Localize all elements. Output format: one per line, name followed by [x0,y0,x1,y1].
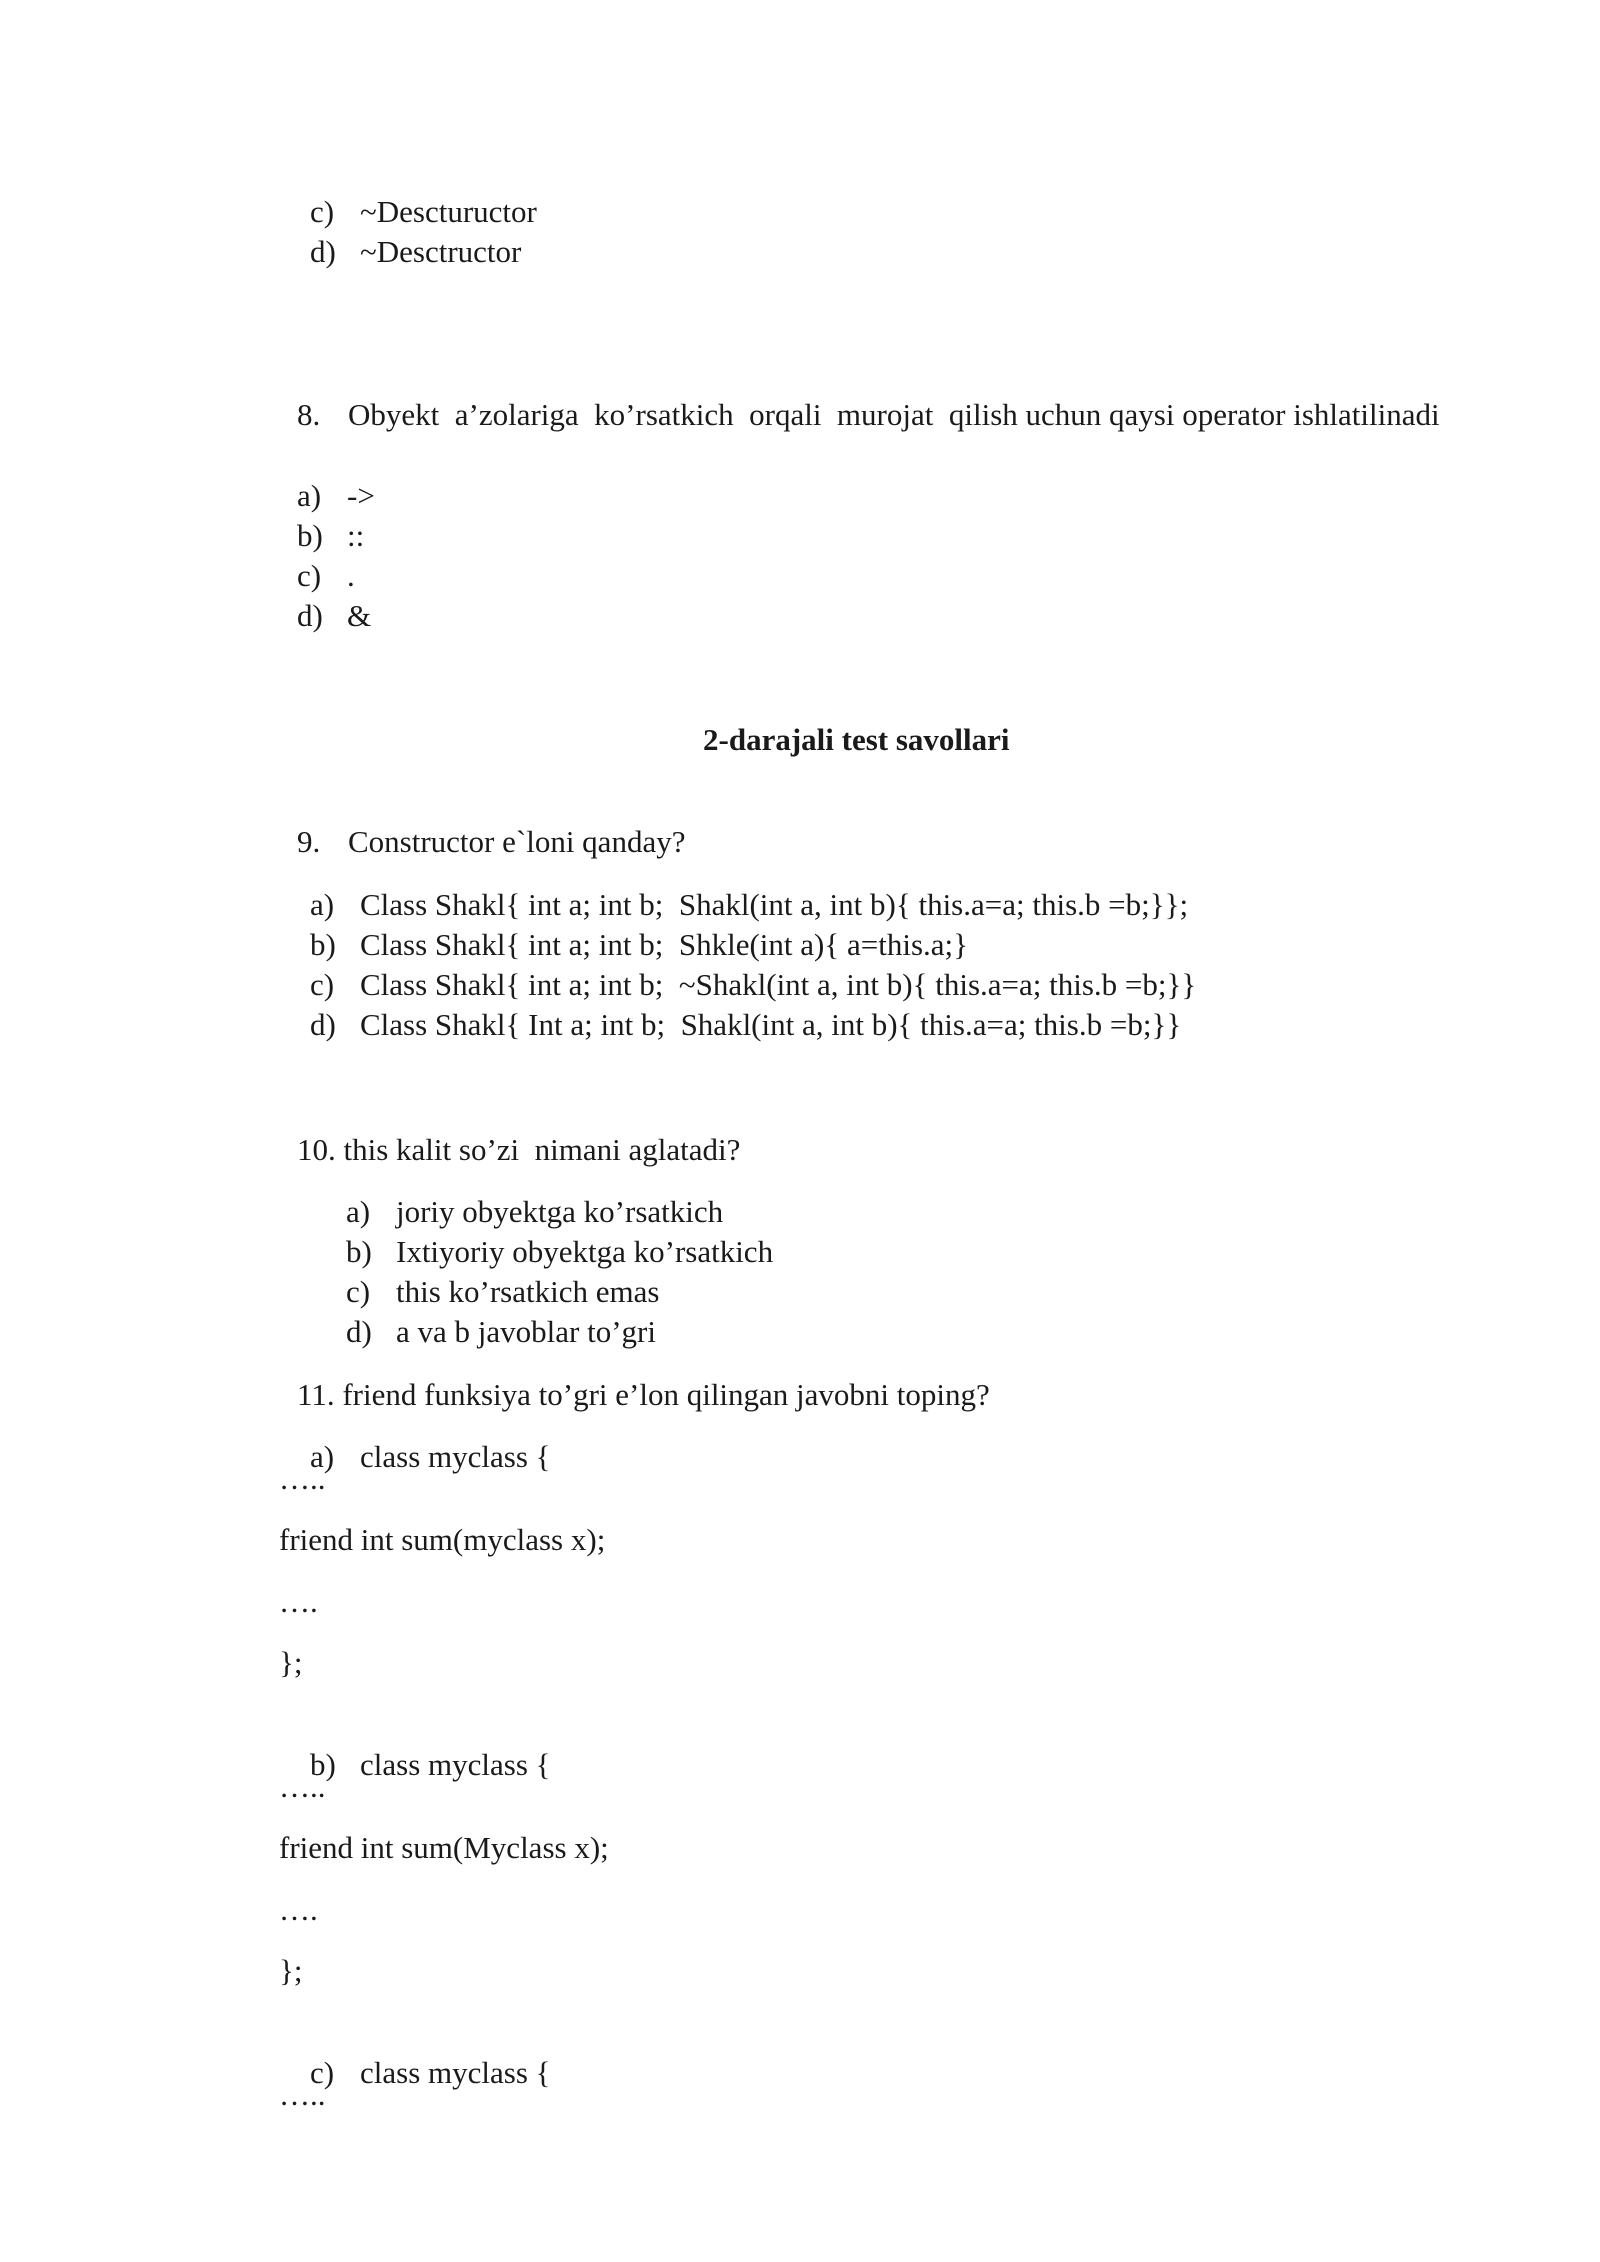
q11-option-a-line-1 [279,1397,551,1517]
option-text: a va b javoblar to’gri [396,1314,656,1349]
code-line: class myclass { [360,1747,551,1782]
code-line: class myclass { [360,1439,551,1474]
question-text: this kalit so’zi nimani aglatadi? [343,1132,741,1167]
option-label: b) [310,927,336,962]
option-label: c) [346,1274,371,1309]
option-text: . [347,558,355,593]
option-label: b) [310,1747,336,1782]
section-heading: 2-darajali test savollari [703,722,1010,757]
q11-option-a-line-2: ….. [279,1461,326,1496]
option-text: ~Desctuructor [360,194,537,229]
question-number: 8. [297,397,321,432]
option-text: Class Shakl{ int a; int b; Shakl(int a, int b){ this.a=a; this.b =b;}}; [360,887,1189,922]
option-label: d) [297,598,323,633]
q11-option-a-line-4: …. [279,1584,318,1619]
option-label: a) [297,478,322,513]
option-label: c) [310,967,335,1002]
option-text: this ko’rsatkich emas [396,1274,660,1309]
option-text: Class Shakl{ int a; int b; Shkle(int a){ a=this.a;} [360,927,969,962]
question-text: Obyekt a’zolariga ko’rsatkich orqali murojat qilish uchun qaysi operator ishlatilinadi [348,397,1440,432]
q7-option-d [279,192,521,312]
q11-option-a-line-3: friend int sum(myclass x); [279,1522,606,1557]
option-text: & [347,598,372,633]
option-label: c) [310,2055,335,2090]
option-text: :: [347,518,365,553]
option-label: b) [346,1234,372,1269]
option-label: d) [310,1007,336,1042]
q9-option-d [279,965,1181,1085]
option-label: a) [346,1194,371,1229]
option-label: a) [310,887,335,922]
q11-option-b-line-1 [279,1705,551,1825]
option-text: Class Shakl{ int a; int b; ~Shakl(int a, int b){ this.a=a; this.b =b;}} [360,967,1197,1002]
q11-option-c-line-2: ….. [279,2077,326,2112]
option-text: -> [347,478,375,513]
question-number: 10. [297,1132,336,1167]
option-label: d) [310,234,336,269]
question-number: 11. [297,1377,335,1412]
code-line: class myclass { [360,2055,551,2090]
question-text: friend funksiya to’gri e’lon qilingan javobni toping? [342,1377,990,1412]
option-text: Ixtiyoriy obyektga ko’rsatkich [396,1234,774,1269]
q11-option-c-line-1 [279,2013,551,2133]
option-label: a) [310,1439,335,1474]
option-text: ~Desctructor [360,234,522,269]
q11-option-b-line-4: …. [279,1892,318,1927]
option-text: joriy obyektga ko’rsatkich [396,1194,724,1229]
q11-option-a-line-5: }; [279,1645,303,1680]
option-label: b) [297,518,323,553]
option-label: c) [310,194,335,229]
q11-option-b-line-5: }; [279,1953,303,1988]
q8-option-d [266,556,371,676]
q11-option-b-line-3: friend int sum(Myclass x); [279,1830,609,1865]
question-number: 9. [297,824,321,859]
question-text: Constructor e`loni qanday? [348,824,686,859]
option-text: Class Shakl{ Int a; int b; Shakl(int a, int b){ this.a=a; this.b =b;}} [360,1007,1182,1042]
option-label: c) [297,558,322,593]
q8-question [266,355,1440,475]
option-label: d) [346,1314,372,1349]
q11-option-b-line-2: ….. [279,1769,326,1804]
